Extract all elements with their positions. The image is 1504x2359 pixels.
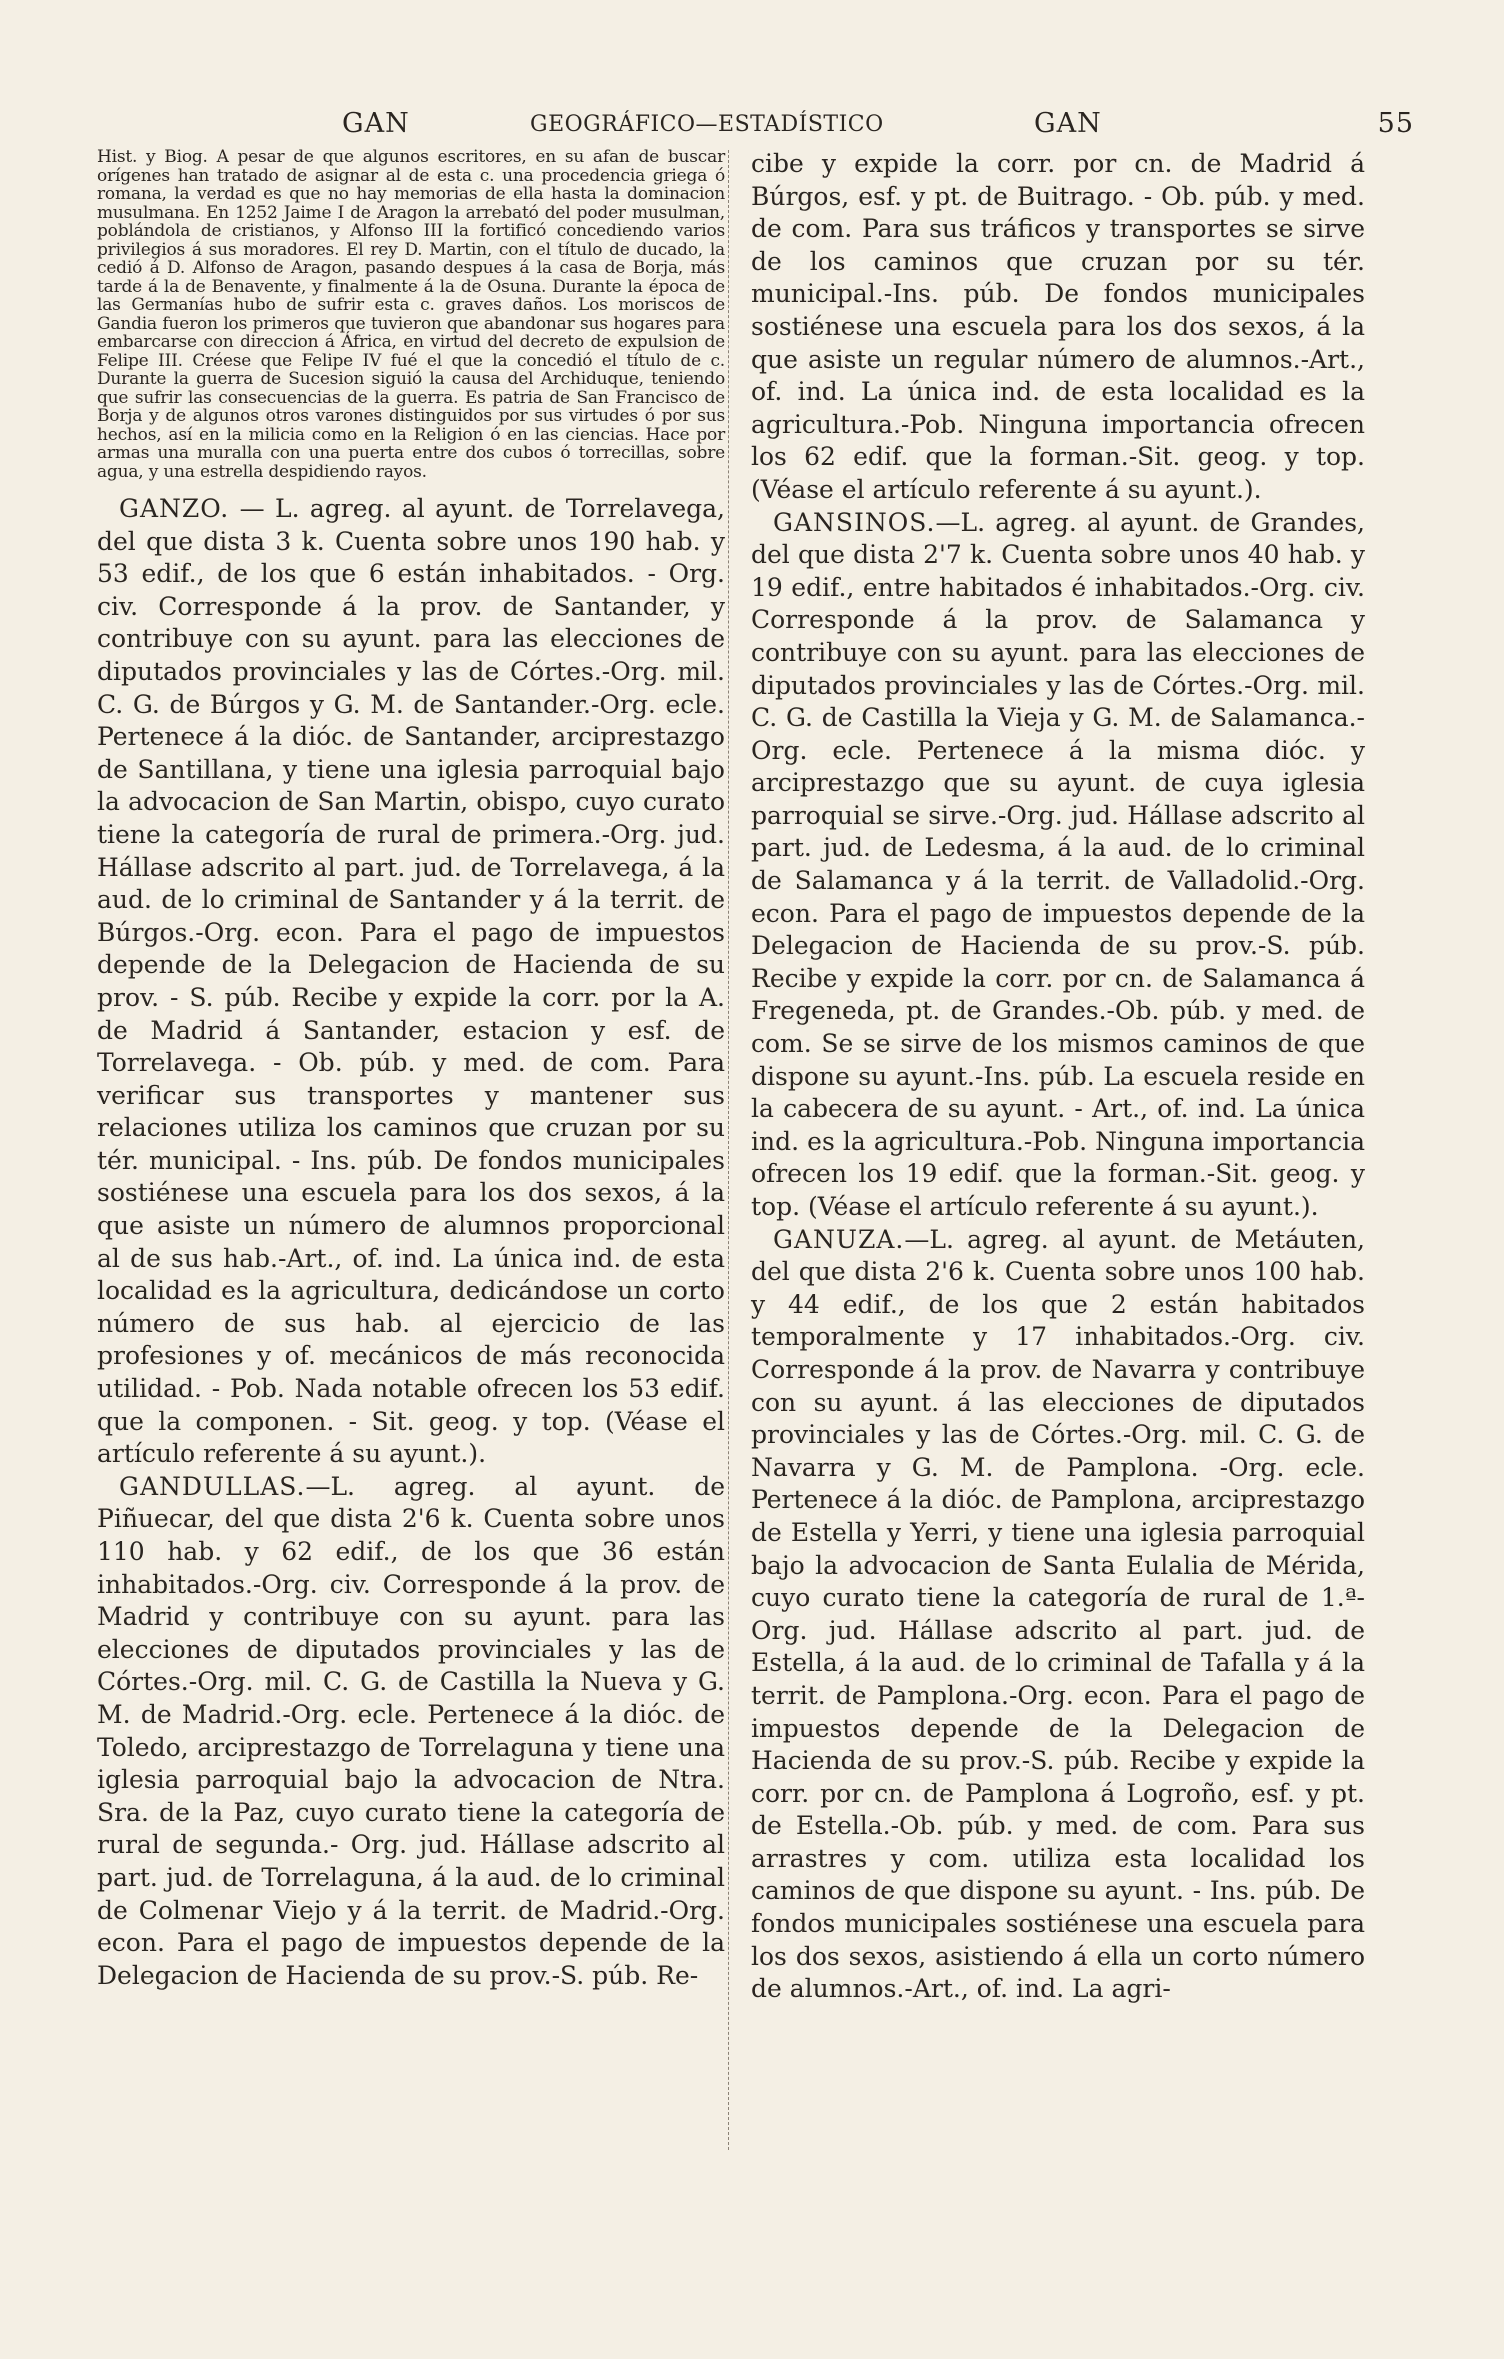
header-left-keyword: GAN bbox=[342, 108, 410, 139]
history-note: Hist. y Biog. A pesar de que algunos escritores, en su afan de buscar orígenes han tratado de asignar al de esta c. una procedencia griega ó romana, la verdad es que no hay memorias de ella hasta la dominacion musulmana. En 1252 Jaime I de Aragon la arrebató del poder musulman, poblándola de cristianos, y Alfonso III la fortificó concediendo varios privilegios á sus moradores. El rey D. Martin, con el título de ducado, la cedió á D. Alfonso de Aragon, pasando despues á la casa de Borja, más tarde á la de Benavente, y finalmente á la de Osuna. Durante la época de las Germanías hubo de sufrir esta c. graves daños. Los moriscos de Gandia fueron los primeros que tuvieron que abandonar sus hogares para embarcarse con direccion á África, en virtud del decreto de expulsion de Felipe III. Créese que Felipe IV fué el que la concedió el título de c. Durante la guerra de Sucesion siguió la causa del Archiduque, teniendo que sufrir las consecuencias de la guerra. Es patria de San Francisco de Borja y de algunos otros varones distinguidos por sus virtudes ó por sus hechos, así en la milicia como en la Religion ó en las ciencias. Hace por armas una muralla con una puerta entre dos cubos ó torrecillas, sobre agua, y una estrella despidiendo rayos. bbox=[97, 147, 725, 482]
page-header bbox=[96, 108, 1414, 148]
entry-headword: GANUZA. bbox=[773, 1224, 905, 1254]
entry-ganuza bbox=[751, 1224, 1365, 2006]
left-column bbox=[97, 148, 725, 1992]
entry-gandullas bbox=[97, 1471, 725, 1993]
entry-continuation: cibe y expide la corr. por cn. de Madrid á Búrgos, esf. y pt. de Buitrago. - Ob. púb. y med. de com. Para sus tráficos y transportes se sirve de los caminos que cruzan por su tér. municipal.-Ins. púb. De fondos municipales sostiénese una escuela para los dos sexos, á la que asiste un regular número de alumnos.-Art., of. ind. La única ind. de esta localidad es la agricultura.-Pob. Ninguna importancia ofrecen los 62 edif. que la forman.-Sit. geog. y top. (Véase el artículo referente á su ayunt.). bbox=[751, 149, 1365, 504]
header-title: GEOGRÁFICO—ESTADÍSTICO bbox=[530, 112, 884, 137]
entry-text: —L. agreg. al ayunt. de Metáuten, del que dista 2'6 k. Cuenta sobre unos 100 hab. y 44 edif., de los que 2 están habitados temporalmente y 17 inhabitados.-Org. civ. Corresponde á la prov. de Navarra y contribuye con su ayunt. á las elecciones de diputados provinciales y las de Córtes.-Org. mil. C. G. de Navarra y G. M. de Pamplona. -Org. ecle. Pertenece á la dióc. de Pamplona, arciprestazgo de Estella y Yerri, y tiene una iglesia parroquial bajo la advocacion de Santa Eulalia de Mérida, cuyo curato tiene la categoría de rural de 1.ª-Org. jud. Hállase adscrito al part. jud. de Estella, á la aud. de lo criminal de Tafalla y á la territ. de Pamplona.-Org. econ. Para el pago de impuestos depende de la Delegacion de Hacienda de su prov.-S. púb. Recibe y expide la corr. por cn. de Pamplona á Logroño, esf. y pt. de Estella.-Ob. púb. y med. de com. Para sus arrastres y com. utiliza esta localidad los caminos de que dispone su ayunt. - Ins. púb. De fondos municipales sostiénese una escuela para los dos sexos, asistiendo á ella un corto número de alumnos.-Art., of. ind. La agri- bbox=[751, 1224, 1365, 2004]
entry-headword: GANDULLAS. bbox=[119, 1471, 306, 1501]
entry-text: — L. agreg. al ayunt. de Torrelavega, del que dista 3 k. Cuenta sobre unos 190 hab. y 53 edif., de los que 6 están inhabitados. - Org. civ. Corresponde á la prov. de Santander, y contribuye con su ayunt. para las elecciones de diputados provinciales y las de Córtes.-Org. mil. C. G. de Búrgos y G. M. de Santander.-Org. ecle. Pertenece á la dióc. de Santander, arciprestazgo de Santillana, y tiene una iglesia parroquial bajo la advocacion de San Martin, obispo, cuyo curato tiene la categoría de rural de primera.-Org. jud. Hállase adscrito al part. jud. de Torrelavega, á la aud. de lo criminal de Santander y á la territ. de Búrgos.-Org. econ. Para el pago de impuestos depende de la Delegacion de Hacienda de su prov. - S. púb. Recibe y expide la corr. por la A. de Madrid á Santander, estacion y esf. de Torrelavega. - Ob. púb. y med. de com. Para verificar sus transportes y mantener sus relaciones utiliza los caminos que cruzan por su tér. municipal. - Ins. púb. De fondos municipales sostiénese una escuela para los dos sexos, á la que asiste un número de alumnos proporcional al de sus hab.-Art., of. ind. La única ind. de esta localidad es la agricultura, dedicándose un corto número de sus hab. al ejercicio de las profesiones y of. mecánicos de más reconocida utilidad. - Pob. Nada notable ofrecen los 53 edif. que la componen. - Sit. geog. y top. (Véase el artículo referente á su ayunt.). bbox=[97, 494, 725, 1469]
entry-text: —L. agreg. al ayunt. de Piñuecar, del que dista 2'6 k. Cuenta sobre unos 110 hab. y 62 edif., de los que 36 están inhabitados.-Org. civ. Corresponde á la prov. de Madrid y contribuye con su ayunt. para las elecciones de diputados provinciales y las de Córtes.-Org. mil. C. G. de Castilla la Nueva y G. M. de Madrid.-Org. ecle. Pertenece á la dióc. de Toledo, arciprestazgo de Torrelaguna y tiene una iglesia parroquial bajo la advocacion de Ntra. Sra. de la Paz, cuyo curato tiene la categoría de rural de segunda.- Org. jud. Hállase adscrito al part. jud. de Torrelaguna, á la aud. de lo criminal de Colmenar Viejo y á la territ. de Madrid.-Org. econ. Para el pago de impuestos depende de la Delegacion de Hacienda de su prov.-S. púb. Re- bbox=[97, 1471, 725, 1990]
entry-ganzo bbox=[97, 493, 725, 1471]
entry-gansinos bbox=[751, 507, 1365, 1224]
entry-headword: GANSINOS. bbox=[773, 507, 936, 537]
page-number: 55 bbox=[1377, 108, 1414, 139]
header-right-keyword: GAN bbox=[1034, 108, 1102, 139]
entry-text: —L. agreg. al ayunt. de Grandes, del que dista 2'7 k. Cuenta sobre unos 40 hab. y 19 edif., entre habitados é inhabitados.-Org. civ. Corresponde á la prov. de Salamanca y contribuye con su ayunt. para las elecciones de diputados provinciales y las de Córtes.-Org. mil. C. G. de Castilla la Vieja y G. M. de Salamanca.-Org. ecle. Pertenece á la misma dióc. y arciprestazgo que su ayunt. de cuya iglesia parroquial se sirve.-Org. jud. Hállase adscrito al part. jud. de Ledesma, á la aud. de lo criminal de Salamanca y á la territ. de Valladolid.-Org. econ. Para el pago de impuestos depende de la Delegacion de Hacienda de su prov.-S. púb. Recibe y expide la corr. por cn. de Salamanca á Fregeneda, pt. de Grandes.-Ob. púb. y med. de com. Se se sirve de los mismos caminos de que dispone su ayunt.-Ins. púb. La escuela reside en la cabecera de su ayunt. - Art., of. ind. La única ind. es la agricultura.-Pob. Ninguna importancia ofrecen los 19 edif. que la forman.-Sit. geog. y top. (Véase el artículo referente á su ayunt.). bbox=[751, 507, 1365, 1221]
column-divider bbox=[728, 150, 730, 2150]
entry-headword: GANZO. bbox=[119, 494, 230, 523]
right-column bbox=[751, 148, 1365, 2006]
